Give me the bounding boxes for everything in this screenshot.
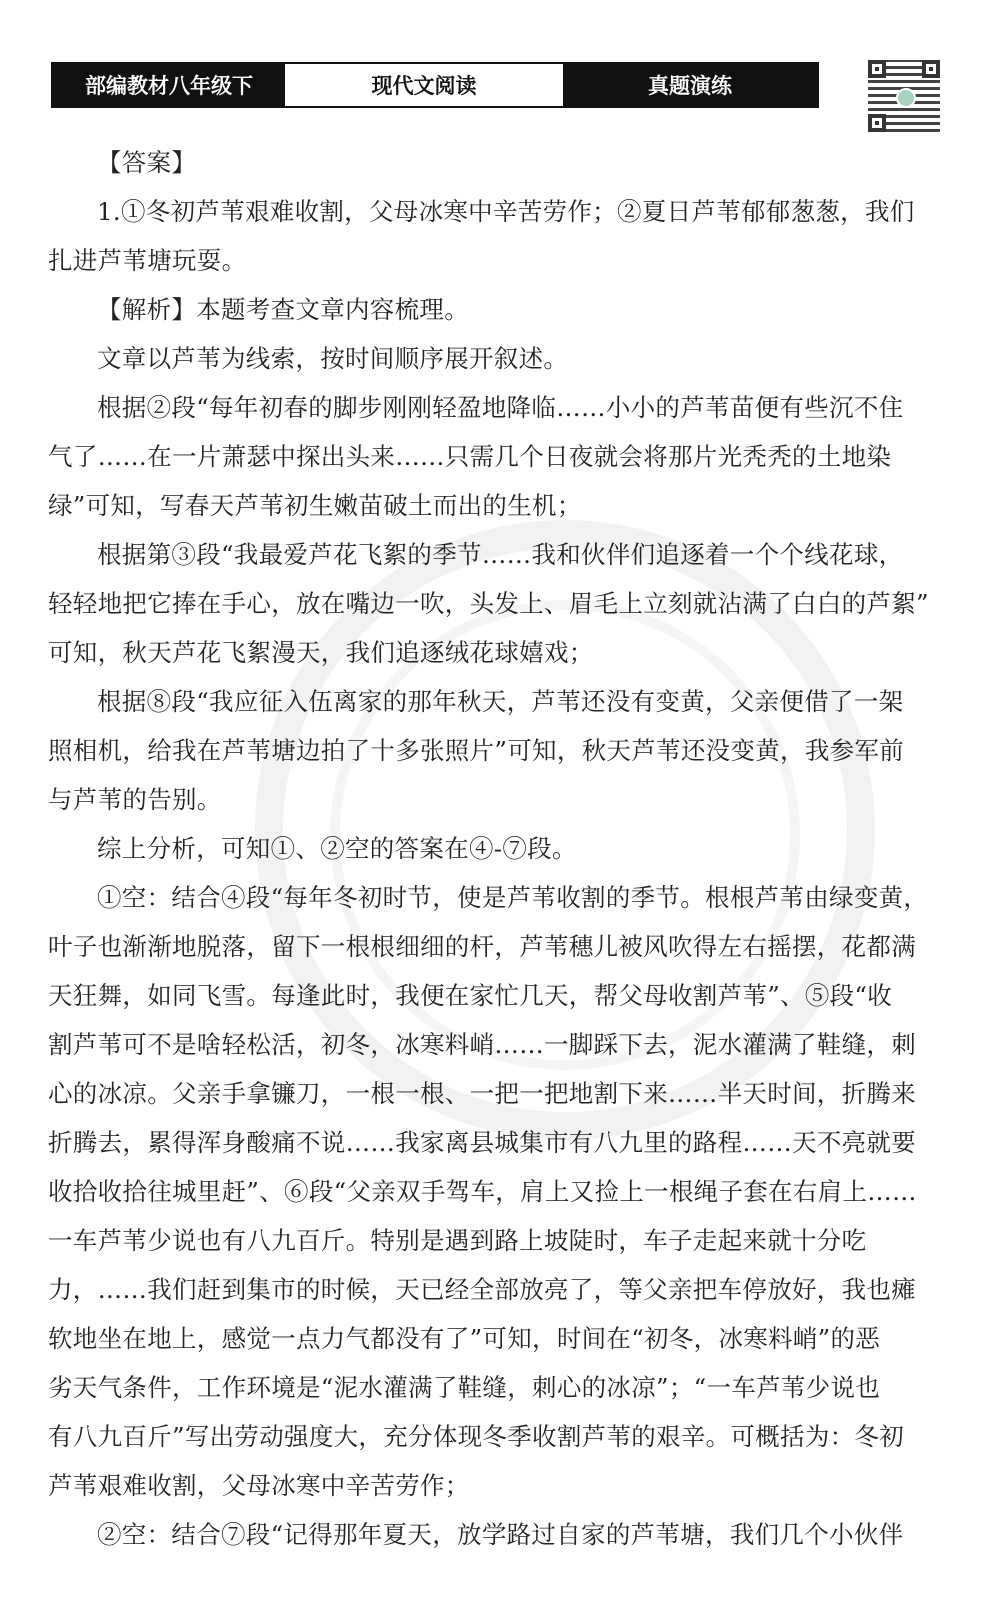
text-line: 软地坐在地上，感觉一点力气都没有了”可知，时间在“初冬，冰寒料峭”的恶: [48, 1324, 881, 1353]
text-line: 轻轻地把它捧在手心，放在嘴边一吹，头发上、眉毛上立刻就沾满了白白的芦絮”: [48, 589, 929, 618]
text-line: 根据②段“每年初春的脚步刚刚轻盈地降临……小小的芦苇苗便有些沉不住: [97, 393, 904, 422]
text-line: 【答案】: [97, 148, 197, 177]
text-line: 折腾去，累得浑身酸痛不说……我家离县城集市有八九里的路程……天不亮就要: [48, 1128, 916, 1157]
text-line: 芦苇艰难收割，父母冰寒中辛苦劳作；: [48, 1471, 470, 1500]
text-line: ②空：结合⑦段“记得那年夏天，放学路过自家的芦苇塘，我们几个小伙伴: [97, 1520, 904, 1549]
text-line: 割芦苇可不是啥轻松活，初冬，冰寒料峭……一脚踩下去，泥水灌满了鞋缝，刺: [48, 1030, 916, 1059]
header-section-label: 现代文阅读: [285, 64, 563, 106]
text-line: 根据⑧段“我应征入伍离家的那年秋天，芦苇还没有变黄，父亲便借了一架: [97, 687, 904, 716]
header-practice-label: 真题演练: [563, 64, 817, 106]
text-line: 文章以芦苇为线索，按时间顺序展开叙述。: [97, 344, 569, 373]
qr-finder-top-left: [868, 60, 886, 78]
text-line: 与芦苇的告别。: [48, 785, 222, 814]
text-line: 根据第③段“我最爱芦花飞絮的季节……我和伙伴们追逐着一个个线花球，: [97, 540, 904, 569]
header-grade-label: 部编教材八年级下: [53, 64, 285, 106]
answer-body: [48, 138, 948, 1559]
qr-logo: [896, 88, 916, 108]
qr-finder-bottom-left: [868, 114, 886, 132]
text-line: 心的冰凉。父亲手拿镰刀，一根一根、一把一把地割下来……半天时间，折腾来: [48, 1079, 916, 1108]
text-line: 收拾收拾往城里赶”、⑥段“父亲双手驾车，肩上又捡上一根绳子套在右肩上……: [48, 1177, 917, 1206]
qr-finder-top-right: [922, 60, 940, 78]
text-line: 天狂舞，如同飞雪。每逢此时，我便在家忙几天，帮父母收割芦苇”、⑤段“收: [48, 981, 893, 1010]
text-line: 劣天气条件，工作环境是“泥水灌满了鞋缝，刺心的冰凉”；“一车芦苇少说也: [48, 1373, 881, 1402]
text-line: 照相机，给我在芦苇塘边拍了十多张照片”可知，秋天芦苇还没变黄，我参军前: [48, 736, 905, 765]
text-line: 【解析】本题考查文章内容梳理。: [97, 295, 469, 324]
text-line: 力，……我们赶到集市的时候，天已经全部放亮了，等父亲把车停放好，我也瘫: [48, 1275, 916, 1304]
text-line: 扎进芦苇塘玩耍。: [48, 246, 247, 275]
text-line: 可知，秋天芦花飞絮漫天，我们追逐绒花球嬉戏；: [48, 638, 594, 667]
text-line: 1.①冬初芦苇艰难收割，父母冰寒中辛苦劳作；②夏日芦苇郁郁葱葱，我们: [97, 197, 915, 226]
text-line: 气了……在一片萧瑟中探出头来……只需几个日夜就会将那片光秃秃的土地染: [48, 442, 892, 471]
text-line: 综上分析，可知①、②空的答案在④-⑦段。: [97, 834, 577, 863]
text-line: ①空：结合④段“每年冬初时节，使是芦苇收割的季节。根根芦苇由绿变黄，: [97, 883, 929, 912]
text-line: 绿”可知，写春天芦苇初生嫩苗破土而出的生机；: [48, 491, 582, 520]
header-bar: [51, 62, 819, 108]
text-line: 一车芦苇少说也有八九百斤。特别是遇到路上坡陡时，车子走起来就十分吃: [48, 1226, 867, 1255]
text-line: 叶子也渐渐地脱落，留下一根根细细的杆，芦苇穗儿被风吹得左右摇摆，花都满: [48, 932, 916, 961]
text-line: 有八九百斤”写出劳动强度大，充分体现冬季收割芦苇的艰辛。可概括为：冬初: [48, 1422, 905, 1451]
qr-code-icon[interactable]: [868, 60, 940, 132]
